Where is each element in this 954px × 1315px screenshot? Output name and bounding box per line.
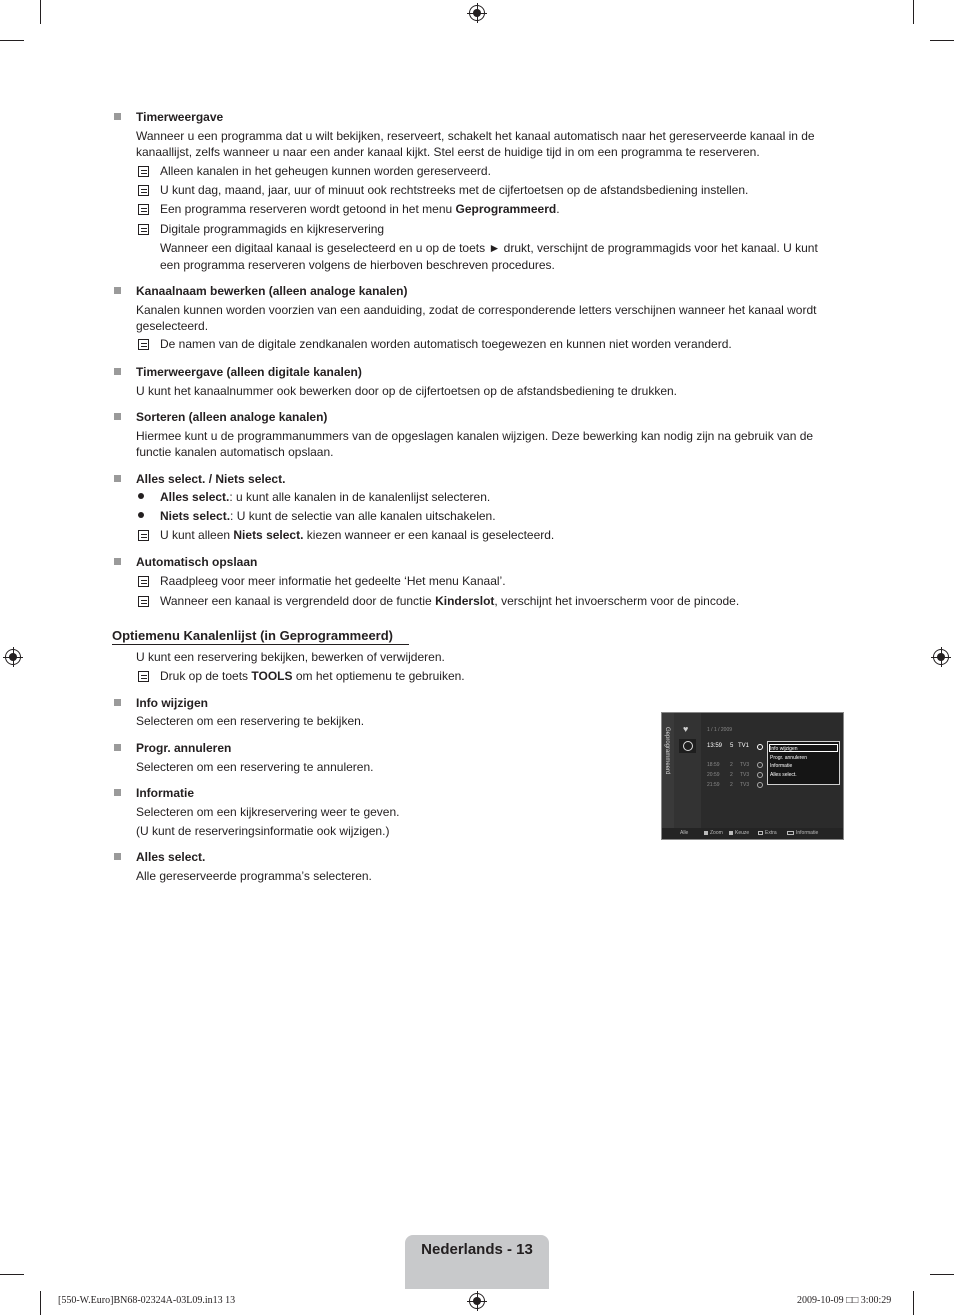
clock-icon (757, 744, 763, 750)
square-bullet-icon (114, 413, 121, 420)
note-icon (138, 671, 149, 682)
note-text: Raadpleeg voor meer informatie het gedeelte ‘Het menu Kanaal’. (160, 574, 506, 588)
note-icon (138, 224, 149, 235)
crop-mark (40, 1291, 41, 1315)
section-heading: Timerweergave (alleen digitale kanalen) (136, 365, 362, 379)
date-label: 1 / 1 / 2009 (707, 727, 733, 733)
square-bullet-icon (114, 789, 121, 796)
row-num: 2 (730, 772, 733, 778)
icon-column (674, 713, 701, 828)
popup-item-info-wijzigen[interactable]: Info wijzigen (770, 746, 798, 752)
note-text: U kunt alleen Niets select. kiezen wanneer er een kanaal is geselecteerd. (160, 528, 555, 542)
paragraph: geselecteerd. (136, 319, 209, 333)
row-time: 20:59 (707, 772, 720, 778)
print-info-left: [550-W.Euro]BN68-02324A-03L09.in13 13 (58, 1295, 236, 1306)
keuze-key-icon (729, 831, 733, 835)
note-text: De namen van de digitale zendkanalen worden automatisch toegewezen en kunnen niet worden veranderd. (160, 337, 732, 351)
tools-key-icon (758, 831, 763, 835)
round-bullet-icon (138, 512, 144, 518)
crop-mark (930, 40, 954, 41)
active-row-time: 13:59 (707, 743, 723, 749)
tv-footer-bar (662, 828, 843, 839)
active-row-channel: TV1 (738, 743, 750, 749)
row-num: 2 (730, 762, 733, 768)
round-bullet-icon (138, 493, 144, 499)
bullet-text: Alles select.: u kunt alle kanalen in de kanalenlijst selecteren. (160, 490, 491, 504)
bullet-text: Niets select.: U kunt de selectie van alle kanalen uitschakelen. (160, 509, 496, 523)
info-key-icon (787, 831, 794, 835)
note-icon (138, 166, 149, 177)
crop-mark (913, 0, 914, 24)
note-icon (138, 204, 149, 215)
square-bullet-icon (114, 699, 121, 706)
row-channel: TV3 (740, 762, 750, 768)
square-bullet-icon (114, 475, 121, 482)
note-icon (138, 185, 149, 196)
footer-extra: Extra (765, 830, 777, 836)
crop-mark (40, 0, 41, 24)
option-description: Selecteren om een reservering te bekijken. (136, 714, 365, 728)
section-heading: Sorteren (alleen analoge kanalen) (136, 410, 328, 424)
paragraph: kanaallijst, zelfs wanneer u naar een ander kanaal kijkt. Stel eerst de huidige tijd in om een programma te reserveren. (136, 145, 760, 159)
registration-mark-icon (5, 649, 21, 665)
page-label: Nederlands - 13 (421, 1241, 533, 1258)
paragraph: Kanalen kunnen worden voorzien van een aanduiding, zodat de corresponderende letters verschijnen wanneer het kanaal wordt (136, 303, 817, 317)
paragraph: functie kanalen automatisch opslaan. (136, 445, 334, 459)
square-bullet-icon (114, 853, 121, 860)
paragraph: Hiermee kunt u de programmanummers van de opgeslagen kanalen wijzigen. Deze bewerking kan nodig zijn na gebruik van de (136, 429, 814, 443)
row-time: 18:59 (707, 762, 720, 768)
square-bullet-icon (114, 558, 121, 565)
note-icon (138, 576, 149, 587)
row-time: 21:59 (707, 782, 720, 788)
footer-keuze: Keuze (735, 830, 750, 836)
registration-mark-icon (469, 1293, 485, 1309)
popup-item-progr-annuleren[interactable]: Progr. annuleren (770, 755, 807, 761)
option-heading: Alles select. (136, 850, 206, 864)
heart-icon: ♥ (683, 724, 689, 734)
crop-mark (913, 1291, 914, 1315)
paragraph: U kunt een reservering bekijken, bewerken of verwijderen. (136, 650, 445, 664)
option-description: (U kunt de reserveringsinformatie ook wijzigen.) (136, 824, 390, 838)
title-underline (112, 644, 409, 645)
row-channel: TV3 (740, 772, 750, 778)
note-icon (138, 596, 149, 607)
popup-item-informatie[interactable]: Informatie (770, 763, 793, 769)
note-text: Wanneer een digitaal kanaal is geselecteerd en u op de toets ► drukt, verschijnt de programmagids voor het kanaal. U kunt (160, 241, 818, 255)
crop-mark (930, 1274, 954, 1275)
option-description: Alle gereserveerde programma’s selecteren. (136, 869, 372, 883)
row-num: 2 (730, 782, 733, 788)
registration-mark-icon (469, 5, 485, 21)
note-text: Alleen kanalen in het geheugen kunnen worden gereserveerd. (160, 164, 491, 178)
note-text: Een programma reserveren wordt getoond in het menu Geprogrammeerd. (160, 202, 560, 216)
square-bullet-icon (114, 368, 121, 375)
note-icon (138, 339, 149, 350)
zoom-key-icon (704, 831, 708, 835)
active-row-num: 5 (730, 743, 734, 749)
paragraph: U kunt het kanaalnummer ook bewerken door op de cijfertoetsen op de afstandsbediening te drukken. (136, 384, 678, 398)
section-heading: Alles select. / Niets select. (136, 472, 286, 486)
row-channel: TV3 (740, 782, 750, 788)
paragraph: Wanneer u een programma dat u wilt bekijken, reserveert, schakelt het kanaal automatisch naar het gereserveerde kanaal in de (136, 129, 815, 143)
section-heading: Automatisch opslaan (136, 555, 258, 569)
note-icon (138, 530, 149, 541)
option-heading: Info wijzigen (136, 696, 208, 710)
crop-mark (0, 1274, 24, 1275)
note-text: U kunt dag, maand, jaar, uur of minuut ook rechtstreeks met de cijfertoetsen op de afstandsbediening instellen. (160, 183, 749, 197)
side-label: Geprogrammeerd (664, 727, 670, 775)
clock-icon (683, 741, 693, 751)
square-bullet-icon (114, 287, 121, 294)
note-text: Digitale programmagids en kijkreservering (160, 222, 385, 236)
option-heading: Progr. annuleren (136, 741, 232, 755)
clock-icon (757, 772, 763, 778)
page-number-tab (405, 1235, 549, 1289)
footer-alle: Alle (680, 830, 689, 836)
footer-zoom: Zoom (710, 830, 723, 836)
option-heading: Informatie (136, 786, 195, 800)
square-bullet-icon (114, 744, 121, 751)
section-heading: Kanaalnaam bewerken (alleen analoge kanalen) (136, 284, 408, 298)
tv-screen-illustration (661, 712, 844, 840)
print-info-right: 2009-10-09 □□ 3:00:29 (797, 1295, 892, 1306)
square-bullet-icon (114, 113, 121, 120)
crop-mark (0, 40, 24, 41)
side-panel (662, 713, 674, 828)
note-text: een programma reserveren volgens de hierboven beschreven procedures. (160, 258, 555, 272)
note-text: Wanneer een kanaal is vergrendeld door de functie Kinderslot, verschijnt het invoerscherm voor de pincode. (160, 594, 740, 608)
section-heading: Timerweergave (136, 110, 224, 124)
note-text: Druk op de toets TOOLS om het optiemenu te gebruiken. (160, 669, 465, 683)
subsection-title: Optiemenu Kanalenlijst (in Geprogrammeerd) (112, 628, 393, 643)
footer-informatie: Informatie (796, 830, 819, 836)
clock-icon (757, 762, 763, 768)
option-description: Selecteren om een reservering te annuleren. (136, 760, 374, 774)
registration-mark-icon (933, 649, 949, 665)
popup-item-alles-select[interactable]: Alles select. (770, 772, 797, 778)
option-description: Selecteren om een kijkreservering weer te geven. (136, 805, 400, 819)
clock-icon (757, 782, 763, 788)
options-popup (767, 741, 840, 785)
